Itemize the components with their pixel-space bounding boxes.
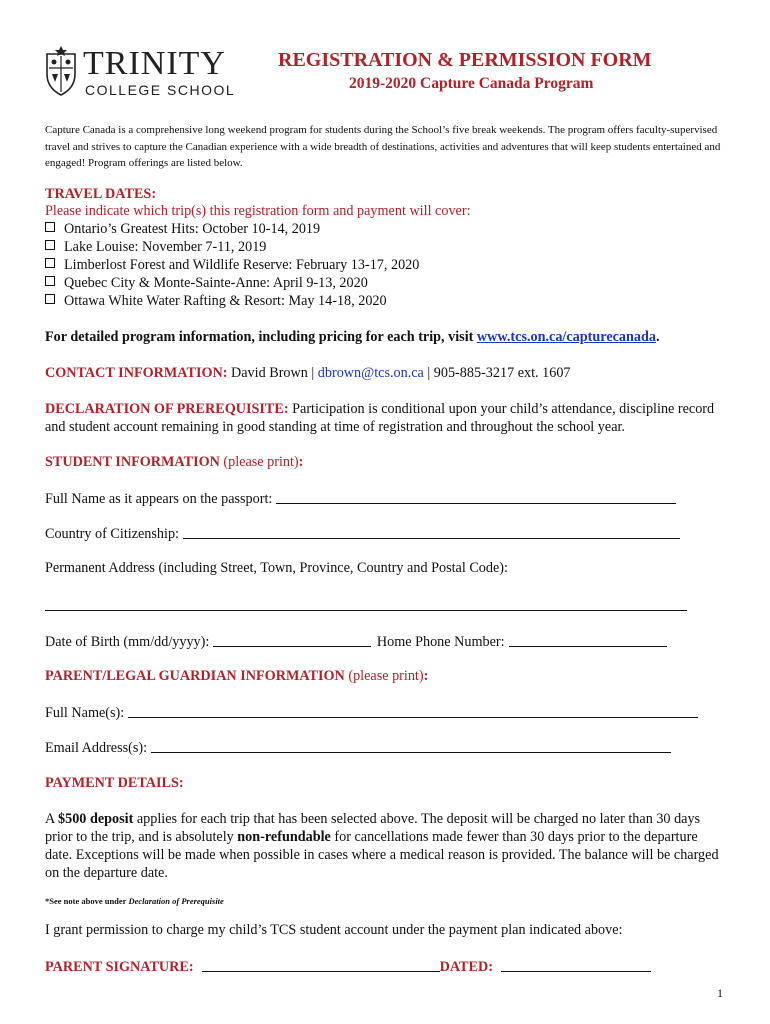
guardian-names-line[interactable]: [128, 703, 698, 718]
guardian-names-field[interactable]: Full Name(s):: [45, 703, 698, 722]
citizenship-line[interactable]: [183, 524, 680, 539]
travel-instruction: Please indicate which trip(s) this registration form and payment will cover:: [45, 203, 471, 219]
date-line[interactable]: [501, 957, 651, 972]
form-subtitle: 2019-2020 Capture Canada Program: [349, 75, 594, 92]
logo-wordmark: TRINITY: [83, 45, 226, 82]
crest-icon: [43, 44, 79, 98]
payment-heading: PAYMENT DETAILS:: [45, 775, 184, 791]
trip-option[interactable]: Ontario’s Greatest Hits: October 10-14, 2019: [45, 220, 419, 238]
signature-line[interactable]: [202, 957, 440, 972]
guardian-heading: PARENT/LEGAL GUARDIAN INFORMATION (please print):: [45, 668, 429, 684]
permission-statement: I grant permission to charge my child’s TCS student account under the payment plan indicated above:: [45, 922, 623, 938]
citizenship-field[interactable]: Country of Citizenship:: [45, 524, 680, 543]
signature-row: PARENT SIGNATURE: DATED:: [45, 957, 651, 976]
contact-info: CONTACT INFORMATION: David Brown | dbrown@tcs.on.ca | 905-885-3217 ext. 1607: [45, 365, 571, 381]
contact-email-link[interactable]: dbrown@tcs.on.ca: [317, 365, 424, 381]
declaration-label: DECLARATION OF PREREQUISITE:: [45, 401, 289, 417]
contact-label: CONTACT INFORMATION:: [45, 365, 228, 381]
declaration: DECLARATION OF PREREQUISITE: Participation is conditional upon your child’s attendance, discipline record and student account remaining in good standing at time of registration and throughout the school year.: [45, 401, 715, 435]
address-label: Permanent Address (including Street, Town, Province, Country and Postal Code):: [45, 560, 508, 576]
checkbox-icon[interactable]: [45, 240, 55, 250]
page-number: 1: [717, 986, 723, 1000]
logo-subtitle: COLLEGE SCHOOL: [85, 82, 236, 98]
guardian-email-field[interactable]: Email Address(s):: [45, 738, 671, 757]
checkbox-icon[interactable]: [45, 222, 55, 232]
checkbox-icon[interactable]: [45, 276, 55, 286]
checkbox-icon[interactable]: [45, 258, 55, 268]
student-heading: STUDENT INFORMATION (please print):: [45, 454, 304, 470]
program-link[interactable]: www.tcs.on.ca/capturecanada: [476, 329, 656, 345]
trip-option[interactable]: Ottawa White Water Rafting & Resort: May 14-18, 2020: [45, 292, 419, 310]
full-name-line[interactable]: [276, 489, 676, 504]
trip-option[interactable]: Lake Louise: November 7-11, 2019: [45, 238, 419, 256]
trip-option[interactable]: Quebec City & Monte-Sainte-Anne: April 9-13, 2020: [45, 274, 419, 292]
payment-note: *See note above under Declaration of Prerequisite: [45, 896, 224, 906]
dob-line[interactable]: [213, 632, 371, 647]
form-title: REGISTRATION & PERMISSION FORM: [278, 49, 652, 71]
intro-paragraph: Capture Canada is a comprehensive long weekend program for students during the School’s five break weekends. The program offers faculty-supervised travel and strives to capture the Canadian experience with a wide breadth of destinations, activities and adventures that will keep students entertained and engaged! Program offerings are listed below.: [45, 124, 721, 169]
payment-paragraph: A $500 deposit applies for each trip that has been selected above. The deposit will be charged no later than 30 days prior to the trip, and is absolutely non-refundable for cancellations made fewer than 30 days prior to the departure date. Exceptions will be made when possible in cases where a medical reason is provided. The balance will be charged on the departure date.: [45, 811, 719, 881]
full-name-field[interactable]: Full Name as it appears on the passport:: [45, 489, 676, 508]
travel-heading: TRAVEL DATES:: [45, 186, 157, 202]
trip-option[interactable]: Limberlost Forest and Wildlife Reserve: February 13-17, 2020: [45, 256, 419, 274]
program-details: For detailed program information, including pricing for each trip, visit www.tcs.on.ca/capturecanada.: [45, 329, 660, 345]
dob-phone-row: Date of Birth (mm/dd/yyyy): Home Phone Number:: [45, 632, 667, 651]
guardian-email-line[interactable]: [151, 738, 671, 753]
address-line[interactable]: [45, 610, 687, 611]
checkbox-icon[interactable]: [45, 294, 55, 304]
home-phone-line[interactable]: [509, 632, 667, 647]
trip-list: [45, 220, 419, 310]
